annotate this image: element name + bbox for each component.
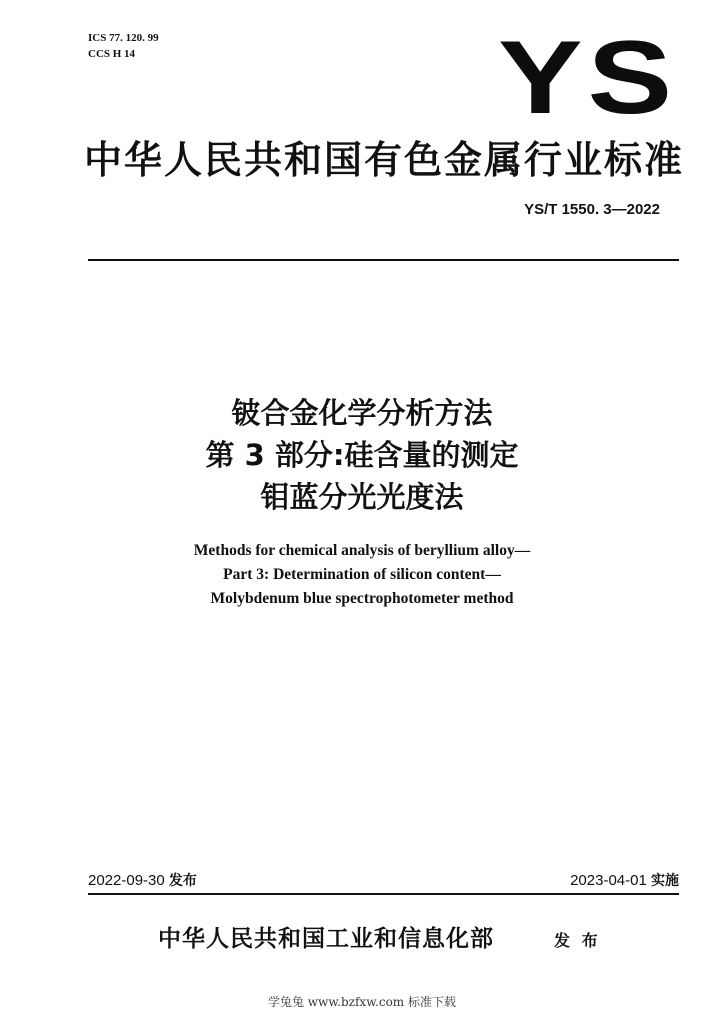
footer-watermark: 学兔兔 www.bzfxw.com 标准下载 xyxy=(267,995,457,1009)
chinese-title-line-1: 铍合金化学分析方法 xyxy=(231,396,493,430)
publisher-action-label: 发 布 xyxy=(554,931,601,950)
english-title xyxy=(90,539,634,611)
implement-label: 实施 xyxy=(651,873,679,889)
issue-date: 2022-09-30 xyxy=(88,872,165,889)
chinese-title-line-2: 第 3 部分:硅含量的测定 xyxy=(205,438,519,472)
ys-logo: YS xyxy=(498,20,678,136)
ccs-code: CCS H 14 xyxy=(88,48,136,60)
bottom-divider xyxy=(88,893,679,895)
publisher-name: 中华人民共和国工业和信息化部 xyxy=(158,925,494,952)
english-title-line-2: Part 3: Determination of silicon content— xyxy=(223,566,501,583)
issue-date-block xyxy=(88,872,197,890)
classification-codes xyxy=(88,30,159,62)
english-title-line-3: Molybdenum blue spectrophotometer method xyxy=(210,590,514,607)
implement-date-block xyxy=(440,872,679,890)
standard-number: YS/T 1550. 3—2022 xyxy=(524,201,660,218)
industry-standard-title: 中华人民共和国有色金属行业标准 xyxy=(84,138,685,182)
chinese-title-line-3: 钼蓝分光光度法 xyxy=(260,480,464,514)
chinese-title xyxy=(90,392,634,518)
implement-date: 2023-04-01 xyxy=(570,872,647,889)
issue-label: 发布 xyxy=(168,873,197,889)
top-divider xyxy=(88,259,679,261)
english-title-line-1: Methods for chemical analysis of beryllium alloy— xyxy=(193,542,531,559)
ics-code: ICS 77. 120. 99 xyxy=(88,32,159,44)
